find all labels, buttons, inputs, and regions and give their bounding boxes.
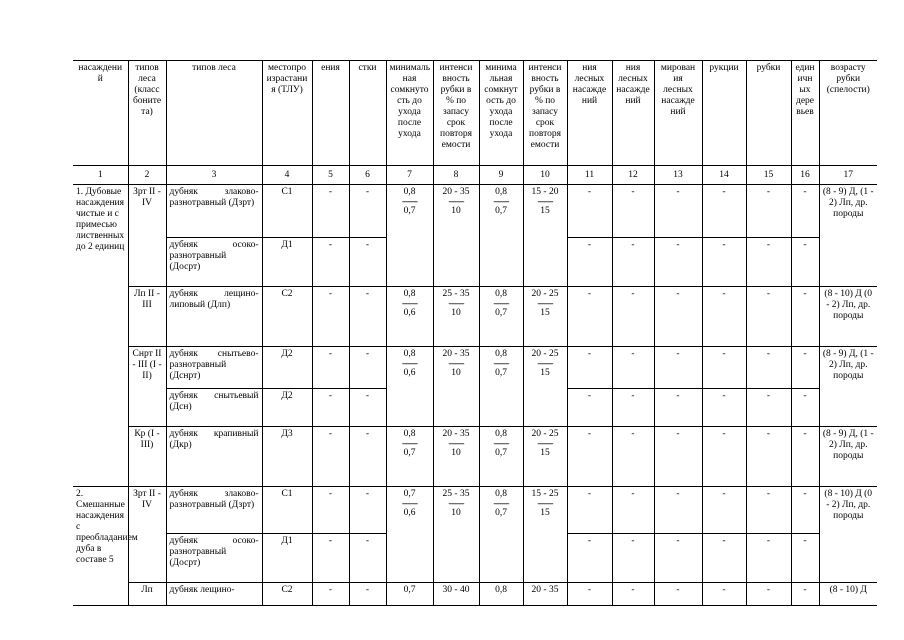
fraction-value	[402, 289, 417, 319]
density-cell: 0,7	[386, 583, 433, 606]
column-number: 14	[702, 166, 746, 185]
table-row	[73, 427, 877, 487]
fraction-denominator: 10	[451, 368, 461, 378]
fraction-value	[443, 187, 470, 217]
dash-cell: -	[746, 238, 791, 287]
fraction-bar: -------	[448, 499, 464, 509]
tlu-cell: С2	[262, 287, 312, 347]
density-cell	[479, 487, 523, 583]
bonitet-cell: Зрт II - IV	[128, 487, 166, 583]
table-row	[73, 583, 877, 606]
density-cell	[386, 287, 433, 347]
age-composition-cell: (8 - 9) Д, (1 - 2) Лп, др. породы	[819, 185, 877, 287]
fraction-bar: -------	[537, 359, 553, 369]
fraction-denominator: 0,7	[495, 206, 507, 216]
tlu-cell: С1	[262, 185, 312, 238]
density-cell	[386, 487, 433, 583]
column-header: интенси вность рубки в % по запасу срок повторя емости	[433, 61, 479, 166]
fraction-numerator: 20 - 35	[442, 187, 470, 197]
fraction-bar: -------	[401, 299, 418, 309]
fraction-denominator: 10	[451, 206, 461, 216]
column-number: 3	[166, 166, 262, 185]
fraction-numerator: 0,8	[495, 289, 507, 299]
fraction-bar: -------	[401, 439, 418, 449]
dash-cell: -	[746, 534, 791, 583]
dash-cell: -	[612, 185, 654, 238]
age-composition-cell: (8 - 10) Д (0 - 2) Лп, др. породы	[819, 287, 877, 347]
dash-cell: -	[349, 238, 386, 287]
fraction-value	[402, 187, 417, 217]
tlu-cell: Д3	[262, 427, 312, 487]
column-header: рубки	[746, 61, 791, 166]
intensity-cell	[523, 287, 567, 347]
fraction-value	[443, 489, 470, 519]
column-number: 16	[791, 166, 819, 185]
fraction-bar: -------	[401, 499, 418, 509]
fraction-numerator: 15 - 25	[531, 489, 559, 499]
fraction-denominator: 15	[540, 448, 550, 458]
dash-cell: -	[791, 347, 819, 389]
forest-type-cell: дубняк злаково-разнотравный (Дзрт)	[166, 487, 262, 534]
fraction-numerator: 0,8	[495, 429, 507, 439]
dash-cell: -	[349, 583, 386, 606]
dash-cell: -	[746, 427, 791, 487]
forest-type-cell: дубняк лещино-	[166, 583, 262, 606]
dash-cell: -	[702, 347, 746, 389]
dash-cell: -	[612, 487, 654, 534]
fraction-bar: -------	[537, 439, 553, 449]
dash-cell: -	[654, 238, 702, 287]
dash-cell: -	[312, 427, 349, 487]
fraction-denominator: 0,7	[495, 308, 507, 318]
column-header: един ичн ых дере вьев	[791, 61, 819, 166]
intensity-cell	[523, 185, 567, 287]
fraction-value	[493, 429, 508, 459]
dash-cell: -	[654, 389, 702, 427]
fraction-numerator: 0,8	[403, 289, 416, 299]
column-header: типов леса	[166, 61, 262, 166]
intensity-cell	[433, 427, 479, 487]
header-row	[73, 61, 877, 166]
forest-type-cell: дубняк лещино-липовый (Длп)	[166, 287, 262, 347]
fraction-numerator: 0,8	[495, 349, 507, 359]
fraction-denominator: 15	[540, 508, 550, 518]
dash-cell: -	[349, 185, 386, 238]
fraction-numerator: 0,8	[403, 349, 416, 359]
forest-type-cell: дубняк крапивный (Дкр)	[166, 427, 262, 487]
dash-cell: -	[312, 185, 349, 238]
dash-cell: -	[746, 347, 791, 389]
fraction-value	[532, 289, 559, 319]
group-name-cell: 2. Смешанные насаждения с преобладанием дуба в составе 5	[73, 487, 128, 606]
column-number: 2	[128, 166, 166, 185]
dash-cell: -	[567, 427, 612, 487]
intensity-cell	[523, 427, 567, 487]
dash-cell: -	[349, 389, 386, 427]
fraction-bar: -------	[448, 439, 464, 449]
fraction-bar: -------	[493, 197, 509, 207]
column-number-row	[73, 166, 877, 185]
forest-type-cell: дубняк осоко-разнотравный (Досрт)	[166, 238, 262, 287]
fraction-numerator: 0,8	[403, 187, 416, 197]
fraction-denominator: 0,6	[403, 368, 416, 378]
column-number: 17	[819, 166, 877, 185]
fraction-numerator: 0,8	[495, 187, 507, 197]
dash-cell: -	[746, 583, 791, 606]
column-number: 9	[479, 166, 523, 185]
age-composition-cell: (8 - 9) Д, (1 - 2) Лп, др. породы	[819, 427, 877, 487]
fraction-bar: -------	[448, 197, 464, 207]
fraction-bar: -------	[493, 359, 509, 369]
tlu-cell: Д2	[262, 389, 312, 427]
fraction-bar: -------	[537, 499, 553, 509]
dash-cell: -	[702, 427, 746, 487]
dash-cell: -	[702, 238, 746, 287]
fraction-value	[532, 349, 559, 379]
intensity-cell: 30 - 40	[433, 583, 479, 606]
fraction-denominator: 10	[451, 448, 461, 458]
dash-cell: -	[312, 487, 349, 534]
fraction-numerator: 20 - 35	[442, 349, 470, 359]
group-name-cell: 1. Дубовые насаждения чистые и с примесью лиственных до 2 единиц	[73, 185, 128, 487]
table-row	[73, 287, 877, 347]
fraction-bar: -------	[537, 197, 553, 207]
dash-cell: -	[349, 347, 386, 389]
document-page	[73, 60, 877, 606]
dash-cell: -	[312, 347, 349, 389]
density-cell	[479, 185, 523, 287]
fraction-bar: -------	[448, 359, 464, 369]
dash-cell: -	[654, 185, 702, 238]
dash-cell: -	[791, 238, 819, 287]
column-number: 6	[349, 166, 386, 185]
column-number: 5	[312, 166, 349, 185]
column-header: минималь ная сомкнуто сть до ухода после ухода	[386, 61, 433, 166]
fraction-value	[402, 489, 417, 519]
fraction-denominator: 10	[451, 308, 461, 318]
fraction-denominator: 15	[540, 206, 550, 216]
fraction-value	[493, 187, 508, 217]
fraction-value	[532, 429, 559, 459]
column-header: ения	[312, 61, 349, 166]
dash-cell: -	[349, 287, 386, 347]
intensity-cell	[433, 185, 479, 287]
dash-cell: -	[654, 347, 702, 389]
dash-cell: -	[567, 238, 612, 287]
intensity-cell	[523, 487, 567, 583]
table-row	[73, 185, 877, 238]
dash-cell: -	[654, 583, 702, 606]
fraction-numerator: 20 - 25	[531, 289, 559, 299]
dash-cell: -	[654, 427, 702, 487]
dash-cell: -	[612, 427, 654, 487]
age-composition-cell: (8 - 9) Д, (1 - 2) Лп, др. породы	[819, 347, 877, 427]
fraction-numerator: 20 - 25	[531, 349, 559, 359]
column-header: минима льная сомкнут ость до ухода после ухода	[479, 61, 523, 166]
column-header: рукции	[702, 61, 746, 166]
column-header: мирован ия лесных насажде ний	[654, 61, 702, 166]
fraction-numerator: 0,7	[403, 489, 416, 499]
fraction-value	[532, 489, 559, 519]
fraction-denominator: 15	[540, 308, 550, 318]
bonitet-cell: Снрт II - III (I - II)	[128, 347, 166, 427]
dash-cell: -	[567, 389, 612, 427]
dash-cell: -	[612, 534, 654, 583]
fraction-denominator: 0,7	[403, 206, 416, 216]
column-number: 11	[567, 166, 612, 185]
dash-cell: -	[567, 534, 612, 583]
dash-cell: -	[702, 389, 746, 427]
intensity-cell	[433, 487, 479, 583]
density-cell	[479, 347, 523, 427]
fraction-bar: -------	[448, 299, 464, 309]
column-number: 10	[523, 166, 567, 185]
column-header: ния лесных насажде ний	[567, 61, 612, 166]
column-header: типов леса (класс боните та)	[128, 61, 166, 166]
density-cell	[386, 185, 433, 287]
fraction-numerator: 15 - 20	[531, 187, 559, 197]
dash-cell: -	[349, 427, 386, 487]
tlu-cell: С1	[262, 487, 312, 534]
dash-cell: -	[791, 427, 819, 487]
fraction-denominator: 10	[451, 508, 461, 518]
dash-cell: -	[654, 487, 702, 534]
dash-cell: -	[567, 287, 612, 347]
intensity-cell: 20 - 35	[523, 583, 567, 606]
tlu-cell: С2	[262, 583, 312, 606]
table-row	[73, 487, 877, 534]
dash-cell: -	[312, 389, 349, 427]
column-number: 13	[654, 166, 702, 185]
fraction-value	[532, 187, 559, 217]
dash-cell: -	[349, 487, 386, 534]
tlu-cell: Д2	[262, 347, 312, 389]
table-body	[73, 61, 877, 606]
fraction-bar: -------	[493, 299, 509, 309]
column-number: 4	[262, 166, 312, 185]
fraction-value	[443, 289, 470, 319]
fraction-numerator: 20 - 25	[531, 429, 559, 439]
dash-cell: -	[746, 185, 791, 238]
fraction-denominator: 0,7	[495, 448, 507, 458]
fraction-numerator: 0,8	[495, 489, 507, 499]
column-header: ния лесных насажде ний	[612, 61, 654, 166]
fraction-numerator: 25 - 35	[442, 489, 470, 499]
tlu-cell: Д1	[262, 238, 312, 287]
density-cell: 0,8	[479, 583, 523, 606]
fraction-bar: -------	[537, 299, 553, 309]
intensity-cell	[433, 287, 479, 347]
fraction-value	[493, 489, 508, 519]
fraction-denominator: 0,7	[495, 508, 507, 518]
density-cell	[386, 347, 433, 427]
density-cell	[479, 427, 523, 487]
dash-cell: -	[791, 185, 819, 238]
dash-cell: -	[312, 238, 349, 287]
intensity-cell	[433, 347, 479, 427]
column-number: 7	[386, 166, 433, 185]
intensity-cell	[523, 347, 567, 427]
forest-type-cell: дубняк злаково-разнотравный (Дзрт)	[166, 185, 262, 238]
fraction-numerator: 0,8	[403, 429, 416, 439]
silviculture-table	[73, 60, 877, 606]
dash-cell: -	[702, 534, 746, 583]
dash-cell: -	[567, 487, 612, 534]
dash-cell: -	[612, 583, 654, 606]
fraction-numerator: 20 - 35	[442, 429, 470, 439]
fraction-value	[493, 349, 508, 379]
dash-cell: -	[702, 287, 746, 347]
column-header: стки	[349, 61, 386, 166]
density-cell	[386, 427, 433, 487]
forest-type-cell: дубняк снытьевый (Дсн)	[166, 389, 262, 427]
dash-cell: -	[654, 534, 702, 583]
fraction-value	[402, 349, 417, 379]
dash-cell: -	[702, 487, 746, 534]
forest-type-cell: дубняк снытьево-разнотравный (Дснрт)	[166, 347, 262, 389]
dash-cell: -	[567, 185, 612, 238]
fraction-bar: -------	[493, 439, 509, 449]
column-header: местопро израстани я (ТЛУ)	[262, 61, 312, 166]
dash-cell: -	[612, 287, 654, 347]
age-composition-cell: (8 - 10) Д	[819, 583, 877, 606]
fraction-bar: -------	[401, 359, 418, 369]
dash-cell: -	[654, 287, 702, 347]
fraction-denominator: 0,6	[403, 508, 416, 518]
dash-cell: -	[567, 583, 612, 606]
dash-cell: -	[791, 287, 819, 347]
dash-cell: -	[612, 347, 654, 389]
dash-cell: -	[791, 583, 819, 606]
fraction-denominator: 0,7	[403, 448, 416, 458]
column-header: насаждени й	[73, 61, 128, 166]
fraction-bar: -------	[401, 197, 418, 207]
bonitet-cell: Кр (I - III)	[128, 427, 166, 487]
dash-cell: -	[702, 583, 746, 606]
column-number: 12	[612, 166, 654, 185]
fraction-denominator: 0,7	[495, 368, 507, 378]
column-number: 8	[433, 166, 479, 185]
dash-cell: -	[612, 238, 654, 287]
fraction-value	[443, 349, 470, 379]
dash-cell: -	[312, 583, 349, 606]
bonitet-cell: Лп II - III	[128, 287, 166, 347]
fraction-bar: -------	[493, 499, 509, 509]
column-header: возрасту рубки (спелости)	[819, 61, 877, 166]
dash-cell: -	[746, 389, 791, 427]
dash-cell: -	[349, 534, 386, 583]
forest-type-cell: дубняк осоко-разнотравный (Досрт)	[166, 534, 262, 583]
age-composition-cell: (8 - 10) Д (0 - 2) Лп, др. породы	[819, 487, 877, 583]
tlu-cell: Д1	[262, 534, 312, 583]
dash-cell: -	[746, 487, 791, 534]
density-cell	[479, 287, 523, 347]
dash-cell: -	[612, 389, 654, 427]
dash-cell: -	[791, 534, 819, 583]
column-number: 15	[746, 166, 791, 185]
dash-cell: -	[312, 534, 349, 583]
column-header: интенси вность рубки в % по запасу срок повторя емости	[523, 61, 567, 166]
fraction-denominator: 0,6	[403, 308, 416, 318]
dash-cell: -	[746, 287, 791, 347]
bonitet-cell: Лп	[128, 583, 166, 606]
dash-cell: -	[567, 347, 612, 389]
column-number: 1	[73, 166, 128, 185]
fraction-value	[443, 429, 470, 459]
dash-cell: -	[702, 185, 746, 238]
fraction-denominator: 15	[540, 368, 550, 378]
fraction-value	[402, 429, 417, 459]
bonitet-cell: Зрт II - IV	[128, 185, 166, 287]
dash-cell: -	[791, 389, 819, 427]
fraction-value	[493, 289, 508, 319]
dash-cell: -	[312, 287, 349, 347]
table-row	[73, 347, 877, 389]
fraction-numerator: 25 - 35	[442, 289, 470, 299]
dash-cell: -	[791, 487, 819, 534]
